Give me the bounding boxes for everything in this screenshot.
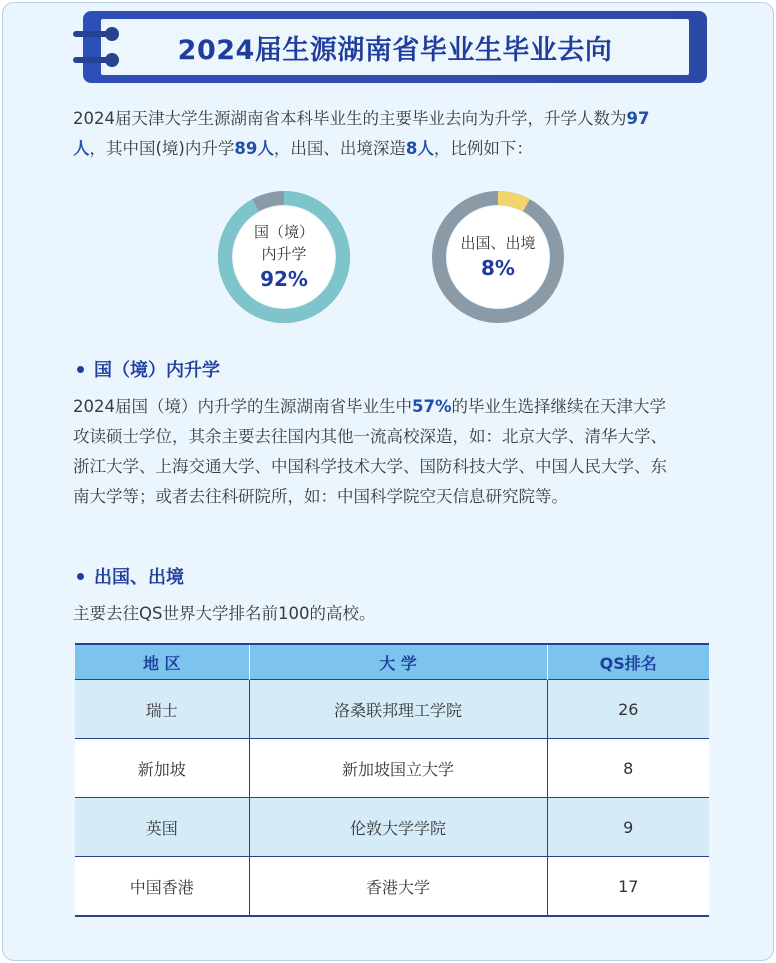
section-heading-text: 出国、出境: [94, 567, 184, 588]
binder-ring-icon: [73, 55, 119, 65]
title-banner: [83, 11, 707, 83]
domestic-donut-chart: [216, 189, 352, 325]
paragraph-text: 的毕业生选择继续在天津大学: [451, 397, 666, 416]
abroad-percent: 8%: [481, 256, 515, 280]
domestic-count: 89人: [234, 139, 274, 158]
table-header-row: [75, 644, 709, 680]
page-title: 2024届生源湖南省毕业生毕业去向: [177, 34, 613, 66]
cell-region: 瑞士: [75, 680, 249, 739]
cell-university: 香港大学: [249, 857, 547, 917]
bullet-icon: [77, 573, 84, 580]
intro-text: ，其中国(境)内升学: [89, 139, 235, 158]
cell-university: 洛桑联邦理工学院: [249, 680, 547, 739]
total-count: 97: [626, 109, 650, 128]
intro-paragraph: [73, 104, 723, 164]
cell-qs-rank: 17: [547, 857, 709, 917]
column-header-university: 大 学: [249, 644, 547, 680]
donut-label-line: 出国、出境: [460, 234, 536, 252]
table-row: [75, 739, 709, 798]
table-row: [75, 680, 709, 739]
column-header-qs-rank: QS排名: [547, 644, 709, 680]
column-header-region: 地 区: [75, 644, 249, 680]
cell-university: 新加坡国立大学: [249, 739, 547, 798]
intro-line-1: [73, 104, 723, 134]
intro-text: ，比例如下：: [433, 139, 533, 158]
section-heading-domestic: [77, 356, 220, 382]
intro-line-2: [73, 134, 723, 164]
paragraph-text: 2024届国（境）内升学的生源湖南省毕业生中: [73, 397, 412, 416]
abroad-donut-chart: [430, 189, 566, 325]
donut-label-line: 内升学: [261, 245, 307, 263]
abroad-donut-label: [430, 189, 566, 325]
cell-region: 中国香港: [75, 857, 249, 917]
cell-region: 新加坡: [75, 739, 249, 798]
section-heading-abroad: [77, 563, 184, 589]
intro-text: 2024届天津大学生源湖南省本科毕业生的主要毕业去向为升学，升学人数为: [73, 109, 627, 128]
abroad-count: 8人: [405, 139, 434, 158]
cell-qs-rank: 8: [547, 739, 709, 798]
binder-ring-icon: [73, 29, 119, 39]
page-panel: [2, 2, 774, 961]
paragraph-line: [73, 392, 733, 422]
domestic-paragraph: [73, 392, 733, 512]
title-inner: [101, 19, 689, 75]
domestic-percent: 92%: [260, 267, 308, 291]
table-row: [75, 798, 709, 857]
cell-region: 英国: [75, 798, 249, 857]
paragraph-line: 南大学等；或者去往科研院所，如：中国科学院空天信息研究院等。: [73, 487, 568, 506]
table-row: [75, 857, 709, 917]
total-unit: 人: [73, 139, 90, 158]
paragraph-line: 浙江大学、上海交通大学、中国科学技术大学、国防科技大学、中国人民大学、东: [73, 457, 667, 476]
qs-ranking-table: [75, 643, 709, 917]
cell-qs-rank: 26: [547, 680, 709, 739]
intro-text: ，出国、出境深造: [273, 139, 406, 158]
cell-qs-rank: 9: [547, 798, 709, 857]
bullet-icon: [77, 366, 84, 373]
domestic-donut-label: [216, 189, 352, 325]
tju-percent: 57%: [412, 397, 452, 416]
cell-university: 伦敦大学学院: [249, 798, 547, 857]
abroad-subtitle: 主要去往QS世界大学排名前100的高校。: [73, 604, 376, 623]
paragraph-line: 攻读硕士学位，其余主要去往国内其他一流高校深造，如：北京大学、清华大学、: [73, 427, 667, 446]
section-heading-text: 国（境）内升学: [94, 360, 220, 381]
donut-label-line: 国（境）: [253, 223, 314, 241]
